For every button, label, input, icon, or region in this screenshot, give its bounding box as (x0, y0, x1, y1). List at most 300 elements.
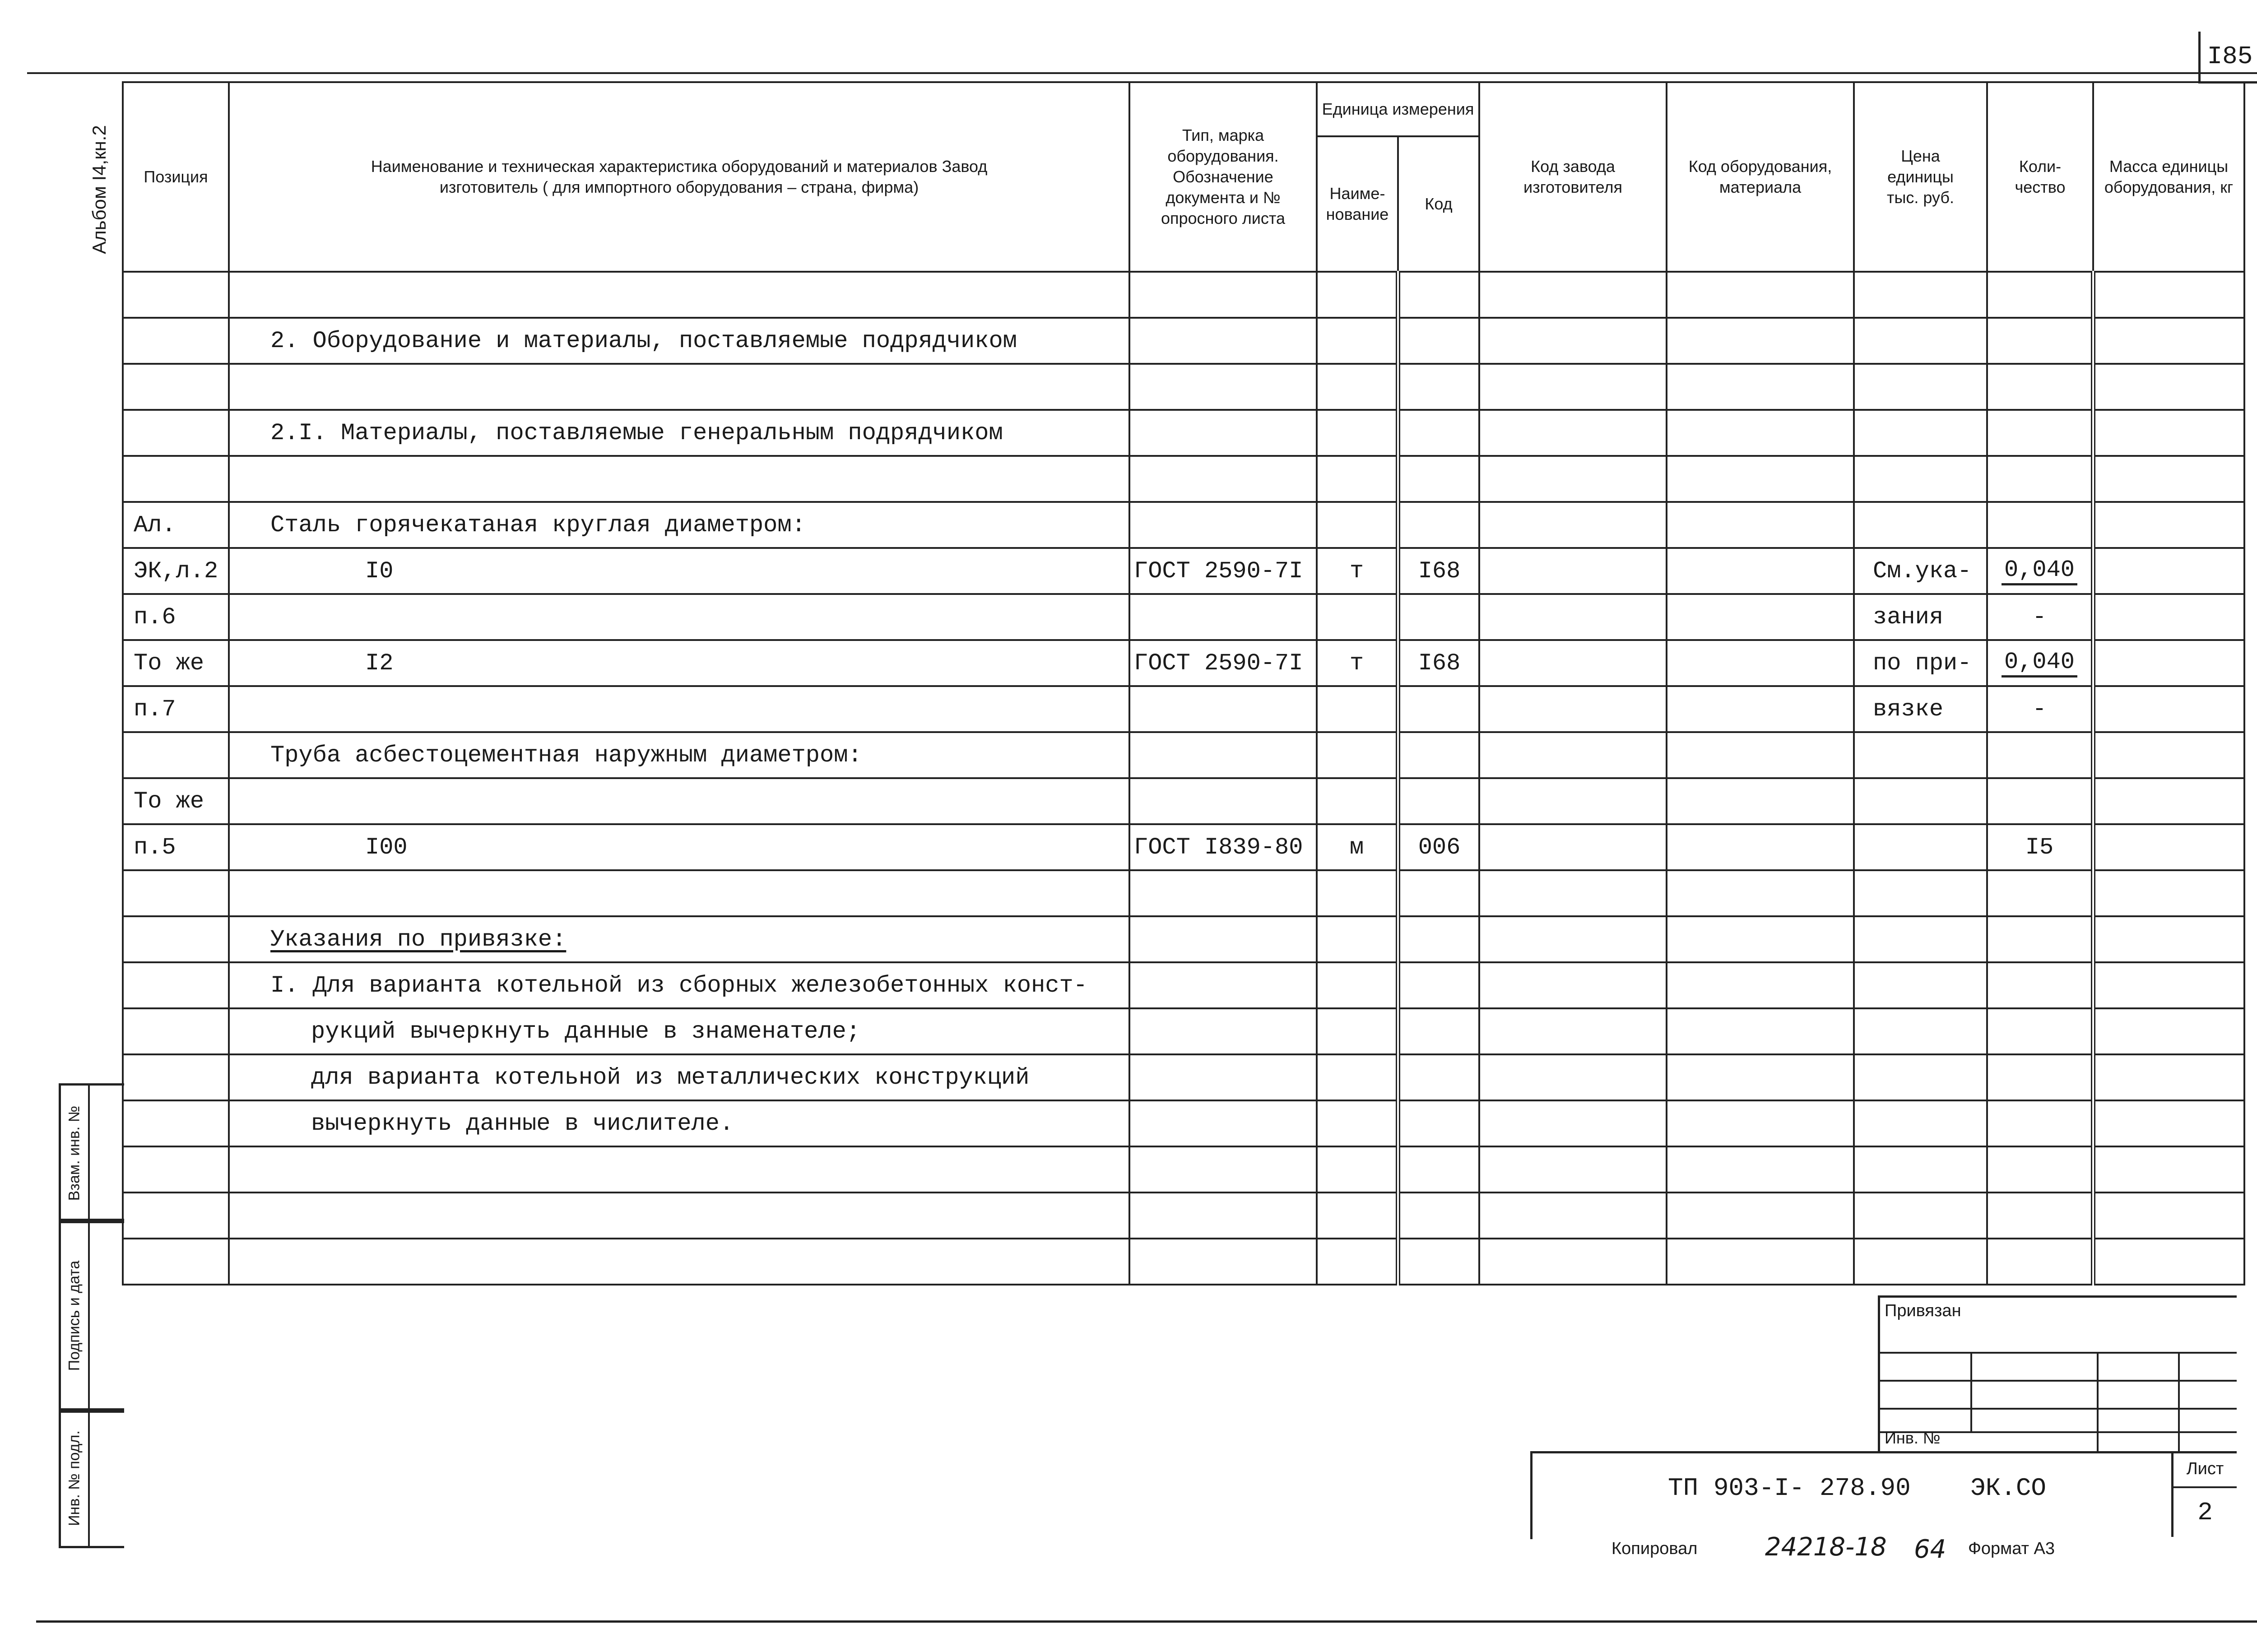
copy-number: 24218-18 (1765, 1532, 1887, 1562)
cell-mass (2093, 1008, 2244, 1054)
cell-qty (1987, 640, 2093, 686)
cell-uc (1398, 870, 1479, 916)
cell-pos (123, 1146, 229, 1193)
cell-pos (123, 870, 229, 916)
cell-type (1129, 1008, 1317, 1054)
specification-table (122, 81, 2245, 1285)
cell-ec (1667, 1239, 1854, 1285)
cell-name (229, 594, 1129, 640)
cell-pos-text: То же (134, 788, 204, 815)
cell-type-text: ГОСТ 2590-7I (1134, 650, 1303, 677)
cell-type (1129, 686, 1317, 732)
cell-uc-text: 006 (1418, 834, 1461, 861)
cell-pos-text: То же (134, 650, 204, 677)
cell-type (1129, 594, 1317, 640)
cell-uc (1398, 594, 1479, 640)
cell-uc (1398, 778, 1479, 824)
cell-price (1854, 870, 1987, 916)
cell-ec (1667, 318, 1854, 364)
cell-ec (1667, 640, 1854, 686)
cell-qty (1987, 594, 2093, 640)
cell-ec (1667, 824, 1854, 870)
cell-un (1317, 410, 1398, 456)
cell-uc (1398, 686, 1479, 732)
cell-ec (1667, 1054, 1854, 1100)
cell-pos-text: п.6 (134, 603, 176, 631)
table-row (123, 916, 2244, 962)
cell-un (1317, 640, 1398, 686)
table-row (123, 1146, 2244, 1193)
cell-price (1854, 1239, 1987, 1285)
cell-ec (1667, 1100, 1854, 1146)
cell-un (1317, 686, 1398, 732)
cell-type (1129, 1146, 1317, 1193)
cell-name (229, 410, 1129, 456)
cell-price (1854, 1193, 1987, 1239)
cell-type (1129, 318, 1317, 364)
cell-uc (1398, 1100, 1479, 1146)
cell-un (1317, 502, 1398, 548)
cell-mass (2093, 364, 2244, 410)
cell-qty-text: - (2032, 603, 2047, 631)
table-row (123, 962, 2244, 1008)
cell-uc (1398, 1054, 1479, 1100)
cell-type (1129, 870, 1317, 916)
cell-uc-text: I68 (1418, 650, 1461, 677)
cell-fc (1479, 686, 1667, 732)
cell-pos (123, 778, 229, 824)
cell-type (1129, 502, 1317, 548)
cell-name (229, 732, 1129, 778)
cell-pos (123, 686, 229, 732)
cell-fc (1479, 456, 1667, 502)
stamp-podpis: Подпись и дата (59, 1219, 124, 1413)
cell-mass (2093, 410, 2244, 456)
cell-ec (1667, 1146, 1854, 1193)
cell-ec (1667, 732, 1854, 778)
cell-name-text: Указания по привязке: (270, 926, 567, 953)
attachment-title: Привязан (1885, 1301, 1961, 1320)
cell-mass (2093, 1239, 2244, 1285)
cell-pos (123, 1008, 229, 1054)
cell-uc (1398, 732, 1479, 778)
cell-ec (1667, 410, 1854, 456)
cell-mass (2093, 824, 2244, 870)
cell-price (1854, 824, 1987, 870)
cell-qty (1987, 962, 2093, 1008)
cell-price (1854, 318, 1987, 364)
cell-un-text: м (1349, 834, 1364, 861)
cell-un (1317, 1100, 1398, 1146)
cell-qty (1987, 318, 2093, 364)
cell-un (1317, 594, 1398, 640)
cell-qty (1987, 916, 2093, 962)
header-unit-code: Код (1398, 136, 1479, 272)
cell-mass (2093, 548, 2244, 594)
cell-fc (1479, 1239, 1667, 1285)
cell-pos (123, 640, 229, 686)
cell-pos (123, 1239, 229, 1285)
attachment-block (1878, 1295, 2237, 1453)
table-row (123, 1100, 2244, 1146)
cell-price (1854, 1100, 1987, 1146)
cell-qty (1987, 732, 2093, 778)
cell-qty (1987, 502, 2093, 548)
top-border-line (27, 72, 2257, 74)
cell-price (1854, 640, 1987, 686)
header-type: Тип, марка оборудования. Обозначение документа и № опросного листа (1129, 82, 1317, 272)
cell-mass (2093, 318, 2244, 364)
cell-un (1317, 732, 1398, 778)
bottom-border-line (36, 1620, 2257, 1623)
cell-un (1317, 1239, 1398, 1285)
cell-un (1317, 272, 1398, 318)
cell-un (1317, 456, 1398, 502)
cell-name (229, 1100, 1129, 1146)
cell-pos (123, 1054, 229, 1100)
cell-fc (1479, 962, 1667, 1008)
cell-name-text: I00 (365, 834, 408, 861)
cell-uc (1398, 916, 1479, 962)
cell-pos (123, 456, 229, 502)
sheet-label: Лист (2173, 1451, 2237, 1488)
table-row (123, 1239, 2244, 1285)
cell-price (1854, 456, 1987, 502)
cell-qty (1987, 364, 2093, 410)
copy-number-2: 64 (1914, 1535, 1946, 1564)
cell-uc-text: I68 (1418, 557, 1461, 585)
cell-price (1854, 1054, 1987, 1100)
cell-fc (1479, 916, 1667, 962)
stamp-inv-podl: Инв. № подл. (59, 1408, 124, 1548)
cell-ec (1667, 870, 1854, 916)
album-label: Альбом I4,кн.2 (88, 125, 110, 254)
cell-mass (2093, 1054, 2244, 1100)
format-label: Формат А3 (1968, 1539, 2055, 1558)
copied-label: Копировал (1611, 1539, 1698, 1558)
cell-price (1854, 502, 1987, 548)
cell-type-text: ГОСТ 2590-7I (1134, 557, 1303, 585)
header-price: Цена единицы тыс. руб. (1854, 82, 1987, 272)
cell-fc (1479, 502, 1667, 548)
cell-pos-text: Ал. (134, 511, 176, 538)
cell-qty-text: 0,040 (2002, 649, 2077, 678)
cell-name (229, 962, 1129, 1008)
cell-pos (123, 272, 229, 318)
cell-uc (1398, 364, 1479, 410)
cell-name-text: рукций вычеркнуть данные в знаменателе; (311, 1018, 860, 1045)
cell-type (1129, 456, 1317, 502)
cell-type (1129, 364, 1317, 410)
cell-mass (2093, 456, 2244, 502)
cell-name (229, 640, 1129, 686)
cell-ec (1667, 272, 1854, 318)
table-row (123, 1054, 2244, 1100)
cell-fc (1479, 640, 1667, 686)
cell-mass (2093, 1100, 2244, 1146)
cell-fc (1479, 410, 1667, 456)
cell-price-text: См.ука- (1873, 557, 1972, 585)
table-row (123, 732, 2244, 778)
cell-pos (123, 364, 229, 410)
cell-mass (2093, 594, 2244, 640)
cell-type (1129, 824, 1317, 870)
table-row (123, 502, 2244, 548)
cell-name (229, 548, 1129, 594)
cell-type (1129, 548, 1317, 594)
cell-price-text: по при- (1873, 650, 1972, 677)
header-position: Позиция (123, 82, 229, 272)
cell-price (1854, 410, 1987, 456)
cell-pos (123, 962, 229, 1008)
cell-qty-text: - (2032, 696, 2047, 723)
header-mass: Масса единицы оборудования, кг (2093, 82, 2244, 272)
cell-type (1129, 916, 1317, 962)
table-row (123, 824, 2244, 870)
cell-name (229, 1008, 1129, 1054)
cell-name-text: 2.I. Материалы, поставляемые генеральным подрядчиком (270, 419, 1003, 446)
cell-un (1317, 824, 1398, 870)
cell-fc (1479, 1100, 1667, 1146)
cell-name-text: Сталь горячекатаная круглая диаметром: (270, 511, 806, 538)
cell-type-text: ГОСТ I839-80 (1134, 834, 1303, 861)
cell-un (1317, 778, 1398, 824)
cell-ec (1667, 548, 1854, 594)
cell-name (229, 364, 1129, 410)
sheet-value: 2 (2197, 1498, 2213, 1527)
cell-fc (1479, 732, 1667, 778)
cell-name-text: I. Для варианта котельной из сборных железобетонных конст- (270, 972, 1087, 999)
cell-name-text: Труба асбестоцементная наружным диаметром: (270, 742, 862, 769)
table-row (123, 594, 2244, 640)
table-row (123, 870, 2244, 916)
cell-mass (2093, 870, 2244, 916)
cell-mass (2093, 640, 2244, 686)
cell-un (1317, 1054, 1398, 1100)
cell-uc (1398, 1239, 1479, 1285)
cell-type (1129, 640, 1317, 686)
cell-price (1854, 594, 1987, 640)
cell-price (1854, 686, 1987, 732)
cell-mass (2093, 962, 2244, 1008)
cell-type (1129, 732, 1317, 778)
header-name: Наименование и техническая характеристика оборудований и материалов Завод изготовитель ( для импортного оборудования – страна, фирма) (229, 82, 1129, 272)
cell-name (229, 916, 1129, 962)
cell-qty (1987, 870, 2093, 916)
cell-un-text: т (1349, 557, 1364, 585)
cell-qty (1987, 410, 2093, 456)
cell-pos (123, 1100, 229, 1146)
cell-fc (1479, 1054, 1667, 1100)
cell-type (1129, 272, 1317, 318)
cell-name-text: вычеркнуть данные в числителе. (311, 1110, 734, 1137)
cell-pos (123, 502, 229, 548)
cell-fc (1479, 272, 1667, 318)
cell-un (1317, 916, 1398, 962)
cell-qty-text: 0,040 (2002, 557, 2077, 585)
cell-uc (1398, 410, 1479, 456)
cell-ec (1667, 594, 1854, 640)
cell-name (229, 1054, 1129, 1100)
cell-ec (1667, 778, 1854, 824)
cell-name (229, 502, 1129, 548)
cell-fc (1479, 594, 1667, 640)
title-block (1530, 1451, 2237, 1539)
cell-ec (1667, 456, 1854, 502)
cell-name-text: I2 (365, 650, 394, 677)
cell-un (1317, 318, 1398, 364)
cell-fc (1479, 1146, 1667, 1193)
document-code: ЭК.СО (1970, 1474, 2047, 1503)
cell-price (1854, 1008, 1987, 1054)
cell-qty (1987, 1146, 2093, 1193)
cell-name-text: 2. Оборудование и материалы, поставляемые подрядчиком (270, 327, 1017, 354)
cell-mass (2093, 778, 2244, 824)
cell-name-text: I0 (365, 557, 394, 585)
cell-fc (1479, 870, 1667, 916)
cell-uc (1398, 548, 1479, 594)
cell-un (1317, 870, 1398, 916)
cell-qty (1987, 272, 2093, 318)
cell-name-text: для варианта котельной из металлических конструкций (311, 1064, 1030, 1091)
cell-fc (1479, 824, 1667, 870)
table-row (123, 778, 2244, 824)
cell-qty (1987, 778, 2093, 824)
cell-pos (123, 732, 229, 778)
cell-qty (1987, 1193, 2093, 1239)
cell-name (229, 824, 1129, 870)
cell-uc (1398, 456, 1479, 502)
cell-price (1854, 962, 1987, 1008)
cell-price (1854, 272, 1987, 318)
cell-mass (2093, 502, 2244, 548)
cell-fc (1479, 1008, 1667, 1054)
cell-pos (123, 594, 229, 640)
cell-name (229, 1193, 1129, 1239)
cell-mass (2093, 686, 2244, 732)
cell-uc (1398, 318, 1479, 364)
cell-pos (123, 1193, 229, 1239)
cell-qty (1987, 1054, 2093, 1100)
cell-ec (1667, 686, 1854, 732)
cell-price (1854, 1146, 1987, 1193)
cell-price-text: зания (1873, 603, 1944, 631)
cell-fc (1479, 1193, 1667, 1239)
header-unit: Единица измерения (1317, 82, 1479, 136)
header-equip-code: Код оборудования, материала (1667, 82, 1854, 272)
cell-qty (1987, 456, 2093, 502)
cell-un (1317, 364, 1398, 410)
cell-name (229, 1239, 1129, 1285)
cell-pos (123, 824, 229, 870)
table-row (123, 318, 2244, 364)
cell-price-text: вязке (1873, 696, 1944, 723)
cell-pos (123, 916, 229, 962)
project-code: ТП 903-I- 278.90 (1668, 1474, 1911, 1503)
cell-ec (1667, 364, 1854, 410)
cell-price (1854, 548, 1987, 594)
cell-fc (1479, 318, 1667, 364)
cell-uc (1398, 272, 1479, 318)
cell-pos-text: п.5 (134, 834, 176, 861)
table-row (123, 1008, 2244, 1054)
cell-type (1129, 962, 1317, 1008)
cell-un-text: т (1349, 650, 1364, 677)
cell-fc (1479, 778, 1667, 824)
stamp-vzam: Взам. инв. № (59, 1083, 124, 1223)
cell-pos (123, 410, 229, 456)
cell-ec (1667, 916, 1854, 962)
cell-name (229, 778, 1129, 824)
cell-un (1317, 548, 1398, 594)
cell-name (229, 686, 1129, 732)
cell-un (1317, 1008, 1398, 1054)
cell-ec (1667, 1193, 1854, 1239)
cell-price (1854, 364, 1987, 410)
cell-uc (1398, 962, 1479, 1008)
cell-type (1129, 1054, 1317, 1100)
table-row (123, 548, 2244, 594)
cell-fc (1479, 364, 1667, 410)
header-qty: Коли-чество (1987, 82, 2093, 272)
cell-ec (1667, 502, 1854, 548)
cell-name (229, 272, 1129, 318)
cell-ec (1667, 1008, 1854, 1054)
table-row (123, 272, 2244, 318)
cell-qty (1987, 824, 2093, 870)
cell-uc (1398, 1146, 1479, 1193)
cell-price (1854, 916, 1987, 962)
cell-uc (1398, 640, 1479, 686)
cell-uc (1398, 1008, 1479, 1054)
cell-pos (123, 318, 229, 364)
cell-qty (1987, 1239, 2093, 1285)
cell-uc (1398, 824, 1479, 870)
cell-un (1317, 962, 1398, 1008)
table-row (123, 640, 2244, 686)
header-factory-code: Код завода изготовителя (1479, 82, 1667, 272)
cell-ec (1667, 962, 1854, 1008)
cell-mass (2093, 1146, 2244, 1193)
cell-type (1129, 410, 1317, 456)
cell-pos-text: п.7 (134, 696, 176, 723)
cell-name (229, 1146, 1129, 1193)
cell-name (229, 870, 1129, 916)
table-row (123, 1193, 2244, 1239)
cell-type (1129, 1100, 1317, 1146)
cell-qty (1987, 1100, 2093, 1146)
cell-mass (2093, 272, 2244, 318)
cell-uc (1398, 1193, 1479, 1239)
table-row (123, 686, 2244, 732)
sheet-number: I85 (2198, 32, 2257, 84)
cell-qty (1987, 548, 2093, 594)
cell-qty (1987, 686, 2093, 732)
cell-type (1129, 778, 1317, 824)
cell-mass (2093, 1193, 2244, 1239)
cell-mass (2093, 732, 2244, 778)
sheet-box (2171, 1451, 2237, 1537)
attachment-inv: Инв. № (1885, 1429, 1941, 1447)
cell-name (229, 318, 1129, 364)
cell-pos (123, 548, 229, 594)
cell-uc (1398, 502, 1479, 548)
table-row (123, 456, 2244, 502)
table-row (123, 410, 2244, 456)
cell-mass (2093, 916, 2244, 962)
cell-price (1854, 732, 1987, 778)
cell-qty-text: I5 (2025, 834, 2054, 861)
